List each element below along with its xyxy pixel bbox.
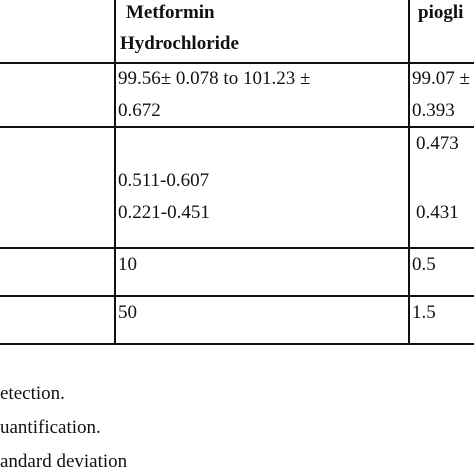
- table-hline: [0, 62, 474, 64]
- header-metformin-line2: Hydrochloride: [120, 33, 239, 54]
- cell-metformin-r3: 10: [118, 254, 137, 275]
- cell-metformin-r1-line1: 99.56± 0.078 to 101.23 ±: [118, 68, 311, 89]
- cell-pioglitazone-r3: 0.5: [412, 254, 436, 275]
- table-vline-left: [114, 0, 116, 344]
- cell-pioglitazone-r2-line1: 0.473: [416, 133, 459, 154]
- cell-metformin-r2-line2: 0.221-0.451: [118, 202, 210, 223]
- cell-pioglitazone-r4: 1.5: [412, 302, 436, 323]
- cell-pioglitazone-r2-line2: 0.431: [416, 202, 459, 223]
- table-hline: [0, 343, 474, 345]
- header-pioglitazone: piogli: [418, 2, 464, 23]
- table-hline: [0, 247, 474, 249]
- header-metformin-line1: Metformin: [126, 2, 215, 23]
- footnote-line: andard deviation: [0, 451, 128, 472]
- cell-pioglitazone-r1-line1: 99.07 ±: [412, 68, 470, 89]
- table-hline: [0, 126, 474, 128]
- table-vline-mid: [408, 0, 410, 344]
- cell-metformin-r2-line1: 0.511-0.607: [118, 170, 210, 191]
- cell-metformin-r1-line2: 0.672: [118, 100, 161, 121]
- cell-pioglitazone-r1-line2: 0.393: [412, 100, 455, 121]
- cell-metformin-r4: 50: [118, 302, 137, 323]
- footnote-line: etection.: [0, 383, 65, 404]
- footnote-line: uantification.: [0, 417, 101, 438]
- table-hline: [0, 295, 474, 297]
